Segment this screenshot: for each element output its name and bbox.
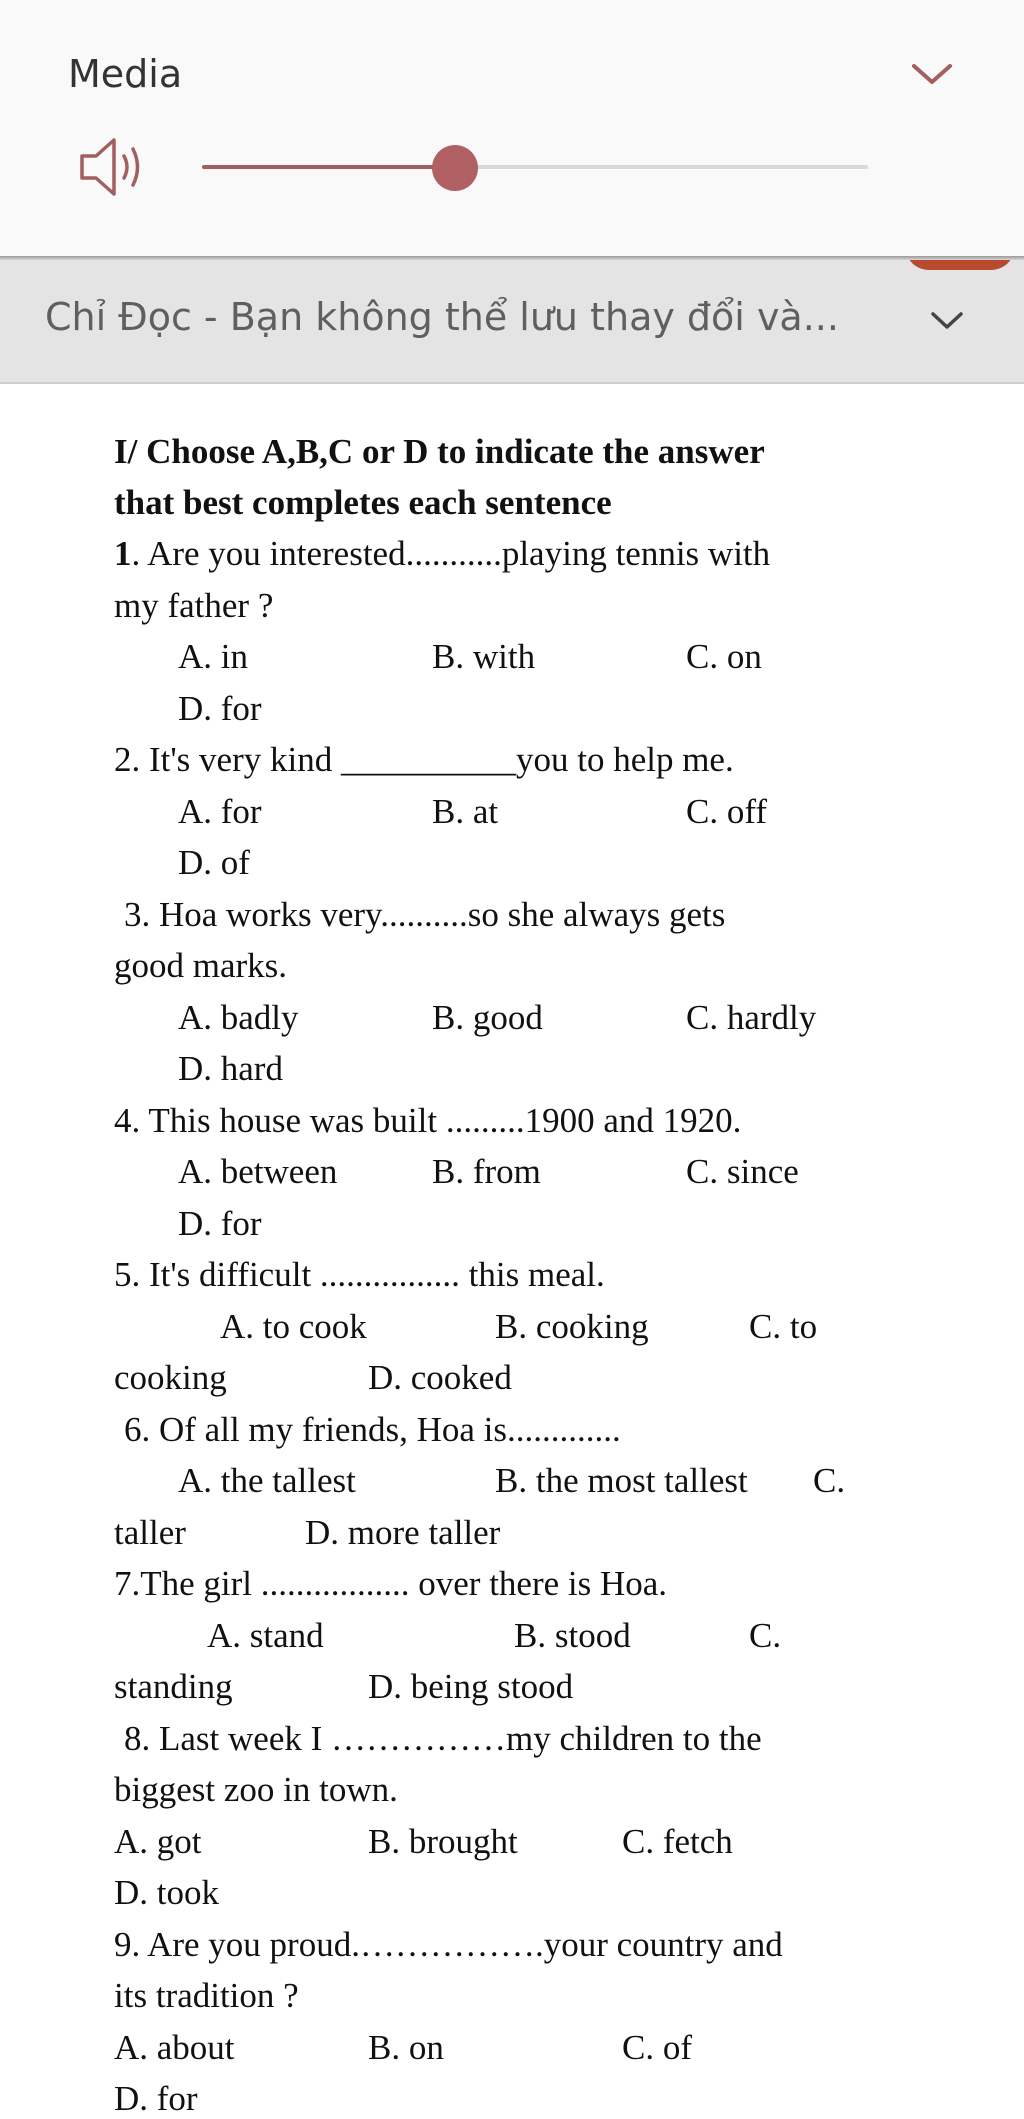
question-2-option-a: A. for (178, 792, 262, 831)
volume-slider[interactable] (202, 145, 868, 189)
question-6-option-b: B. the most tallest (495, 1461, 748, 1500)
question-8-option-b: B. brought (368, 1822, 518, 1861)
question-7-option-d: D. being stood (368, 1667, 574, 1706)
document-content (0, 384, 1024, 2118)
section-heading-line1: I/ Choose A,B,C or D to indicate the answer (114, 432, 765, 471)
question-4-option-c: C. since (686, 1152, 799, 1191)
readonly-notice-text: Chỉ Đọc - Bạn không thể lưu thay đổi và... (45, 295, 839, 339)
question-9-line1: 9. Are you proud.…………….your country and (114, 1925, 783, 1964)
question-5-option-b: B. cooking (495, 1307, 649, 1346)
question-5-line1: 5. It's difficult ................ this meal. (114, 1255, 605, 1294)
question-1-option-b: B. with (432, 637, 536, 676)
question-4-option-b: B. from (432, 1152, 541, 1191)
question-3-option-b: B. good (432, 998, 543, 1037)
question-1-option-a: A. in (178, 637, 248, 676)
question-8-option-d: D. took (114, 1873, 219, 1912)
question-5-option-a: A. to cook (220, 1307, 367, 1346)
question-6-line1: 6. Of all my friends, Hoa is............. (124, 1410, 621, 1449)
question-7-line1: 7.The girl ................. over there is Hoa. (114, 1564, 668, 1603)
question-6-option-d: D. more taller (305, 1513, 501, 1552)
readonly-expand-chevron-down-icon[interactable] (925, 300, 969, 340)
question-4-line1: 4. This house was built .........1900 and 1920. (114, 1101, 742, 1140)
question-8-option-c: C. fetch (622, 1822, 733, 1861)
question-7-option-b: B. stood (514, 1616, 631, 1655)
question-3-option-c: C. hardly (686, 998, 817, 1037)
question-9-option-a: A. about (114, 2028, 235, 2067)
question-3-option-a: A. badly (178, 998, 299, 1037)
volume-slider-thumb[interactable] (432, 145, 478, 191)
question-1-line1 (114, 534, 770, 574)
question-3-option-d: D. hard (178, 1049, 283, 1088)
question-9-option-c: C. of (622, 2028, 692, 2067)
panel-shadow (0, 256, 1024, 260)
question-5-option-c-continued: cooking (114, 1358, 227, 1397)
volume-slider-fill (202, 165, 455, 169)
question-2-option-b: B. at (432, 792, 499, 831)
question-6-option-c-continued: taller (114, 1513, 186, 1552)
question-8-line1: 8. Last week I ……………my children to the (124, 1719, 762, 1758)
question-6-option-c: C. (813, 1461, 846, 1500)
question-3-line1: 3. Hoa works very..........so she always gets (124, 895, 726, 934)
question-7-option-c-continued: standing (114, 1667, 233, 1706)
media-panel (0, 0, 1024, 256)
question-3-line2: good marks. (114, 946, 288, 985)
question-1-option-d: D. for (178, 689, 262, 728)
question-1-number: 1 (114, 534, 132, 573)
question-7-option-c: C. (749, 1616, 782, 1655)
question-8-option-a: A. got (114, 1822, 202, 1861)
question-1-option-c: C. on (686, 637, 762, 676)
media-collapse-chevron-down-icon[interactable] (908, 54, 956, 94)
speaker-icon[interactable] (78, 132, 150, 202)
section-heading-line2: that best completes each sentence (114, 483, 612, 522)
question-9-line2: its tradition ? (114, 1976, 299, 2015)
question-4-option-d: D. for (178, 1204, 262, 1243)
question-9-option-b: B. on (368, 2028, 444, 2067)
question-4-option-a: A. between (178, 1152, 338, 1191)
question-1-line2: my father ? (114, 586, 274, 625)
media-title: Media (68, 52, 183, 96)
question-7-option-a: A. stand (207, 1616, 324, 1655)
question-2-line1: 2. It's very kind __________you to help me. (114, 740, 734, 779)
question-2-option-c: C. off (686, 792, 768, 831)
question-2-option-d: D. of (178, 843, 250, 882)
readonly-notice-bar[interactable] (0, 260, 1024, 384)
question-5-option-c: C. to (749, 1307, 818, 1346)
question-6-option-a: A. the tallest (178, 1461, 356, 1500)
question-8-line2: biggest zoo in town. (114, 1770, 398, 1809)
question-9-option-d: D. for (114, 2079, 198, 2118)
question-5-option-d: D. cooked (368, 1358, 512, 1397)
question-1-text: . Are you interested...........playing tennis with (131, 534, 771, 573)
